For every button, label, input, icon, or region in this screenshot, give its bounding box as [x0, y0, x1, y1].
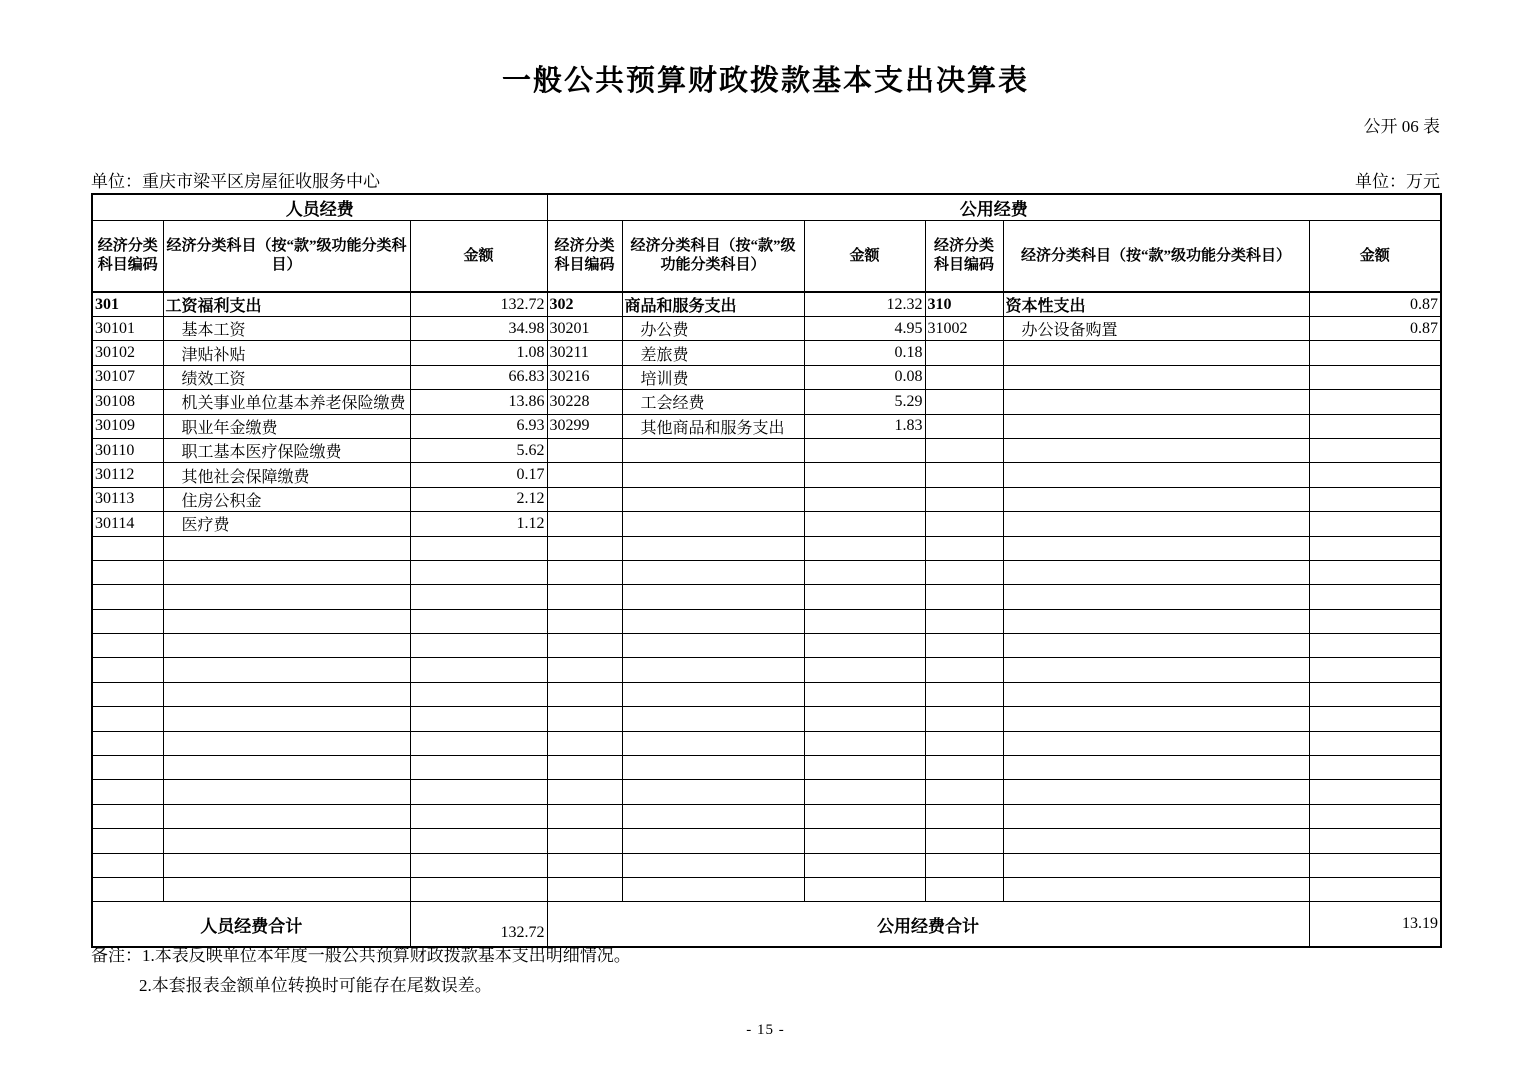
cell-code — [925, 707, 1003, 731]
cell-subject — [622, 512, 804, 536]
col-header-subject-3: 经济分类科目（按“款”级功能分类科目） — [1003, 221, 1309, 293]
cell-subject — [163, 780, 410, 804]
table-row — [92, 414, 1441, 438]
cell-code — [925, 658, 1003, 682]
cell-code — [925, 463, 1003, 487]
cell-amount — [1309, 341, 1441, 365]
personnel-total-value: 132.72 — [410, 902, 547, 948]
cell-code — [547, 609, 622, 633]
table-row — [92, 829, 1441, 853]
cell-amount: 1.12 — [410, 512, 547, 536]
group-header-row — [92, 194, 1441, 221]
cell-amount — [410, 804, 547, 828]
public-total-value: 13.19 — [1309, 902, 1441, 948]
cell-amount — [410, 877, 547, 901]
cell-amount — [804, 585, 925, 609]
cell-subject — [163, 756, 410, 780]
cell-subject — [163, 804, 410, 828]
cell-subject: 住房公积金 — [163, 487, 410, 511]
cell-code — [925, 341, 1003, 365]
cell-subject — [1003, 365, 1309, 389]
cell-amount — [410, 780, 547, 804]
cell-amount: 0.87 — [1309, 292, 1441, 317]
cell-code — [925, 682, 1003, 706]
cell-subject — [1003, 634, 1309, 658]
table-row — [92, 756, 1441, 780]
table-row — [92, 560, 1441, 584]
note-line-1: 备注：1.本表反映单位本年度一般公共预算财政拨款基本支出明细情况。 — [91, 946, 631, 965]
cell-code: 30112 — [92, 463, 163, 487]
cell-subject — [1003, 585, 1309, 609]
cell-subject — [163, 560, 410, 584]
cell-code — [92, 829, 163, 853]
table-row — [92, 609, 1441, 633]
cell-code — [92, 585, 163, 609]
cell-subject — [622, 780, 804, 804]
unit-name-label: 单位：重庆市梁平区房屋征收服务中心 — [91, 172, 380, 191]
cell-amount — [804, 536, 925, 560]
page-title: 一般公共预算财政拨款基本支出决算表 — [501, 65, 1029, 97]
cell-subject — [1003, 414, 1309, 438]
cell-subject: 绩效工资 — [163, 365, 410, 389]
cell-amount — [1309, 609, 1441, 633]
cell-subject — [163, 707, 410, 731]
cell-code: 310 — [925, 292, 1003, 317]
cell-subject — [1003, 829, 1309, 853]
table-row — [92, 658, 1441, 682]
cell-subject — [622, 853, 804, 877]
cell-subject — [163, 731, 410, 755]
cell-amount — [1309, 560, 1441, 584]
cell-subject — [622, 536, 804, 560]
cell-subject: 培训费 — [622, 365, 804, 389]
cell-code — [547, 560, 622, 584]
unit-info-row — [91, 167, 1440, 192]
cell-subject: 办公费 — [622, 317, 804, 341]
cell-subject — [1003, 560, 1309, 584]
cell-amount — [410, 536, 547, 560]
cell-subject: 办公设备购置 — [1003, 317, 1309, 341]
cell-code — [547, 682, 622, 706]
cell-subject: 其他商品和服务支出 — [622, 414, 804, 438]
table-row — [92, 341, 1441, 365]
cell-subject — [622, 877, 804, 901]
cell-code — [547, 731, 622, 755]
cell-subject — [1003, 877, 1309, 901]
cell-amount — [804, 658, 925, 682]
cell-code — [92, 780, 163, 804]
cell-code — [925, 390, 1003, 414]
cell-code — [92, 877, 163, 901]
cell-code — [925, 877, 1003, 901]
cell-code: 30211 — [547, 341, 622, 365]
cell-subject — [622, 707, 804, 731]
table-row — [92, 292, 1441, 317]
cell-amount — [804, 707, 925, 731]
cell-amount: 34.98 — [410, 317, 547, 341]
page-number: - 15 - — [746, 1022, 785, 1038]
cell-code: 30113 — [92, 487, 163, 511]
table-row — [92, 365, 1441, 389]
cell-amount: 1.83 — [804, 414, 925, 438]
cell-amount — [804, 438, 925, 462]
table-row — [92, 317, 1441, 341]
cell-amount: 0.08 — [804, 365, 925, 389]
cell-subject — [622, 585, 804, 609]
cell-amount — [804, 560, 925, 584]
cell-subject: 工会经费 — [622, 390, 804, 414]
cell-amount — [410, 829, 547, 853]
cell-code — [547, 487, 622, 511]
cell-code — [925, 780, 1003, 804]
cell-subject — [163, 585, 410, 609]
cell-code — [92, 731, 163, 755]
cell-subject — [1003, 780, 1309, 804]
cell-code: 30110 — [92, 438, 163, 462]
col-header-code-1: 经济分类科目编码 — [92, 221, 163, 293]
cell-subject — [622, 829, 804, 853]
cell-code — [547, 707, 622, 731]
cell-amount — [410, 853, 547, 877]
col-header-subject-1: 经济分类科目（按“款”级功能分类科目） — [163, 221, 410, 293]
cell-amount — [410, 609, 547, 633]
cell-amount — [804, 463, 925, 487]
cell-amount: 66.83 — [410, 365, 547, 389]
cell-amount: 2.12 — [410, 487, 547, 511]
cell-code — [547, 585, 622, 609]
cell-code — [547, 877, 622, 901]
cell-code — [92, 609, 163, 633]
table-row — [92, 463, 1441, 487]
cell-amount — [804, 877, 925, 901]
cell-amount — [1309, 365, 1441, 389]
cell-subject — [1003, 512, 1309, 536]
cell-amount: 132.72 — [410, 292, 547, 317]
cell-amount — [1309, 780, 1441, 804]
cell-subject — [1003, 487, 1309, 511]
cell-amount — [1309, 634, 1441, 658]
cell-amount — [1309, 853, 1441, 877]
cell-code — [925, 560, 1003, 584]
cell-code — [925, 536, 1003, 560]
cell-code — [925, 634, 1003, 658]
table-row — [92, 487, 1441, 511]
cell-amount — [1309, 707, 1441, 731]
cell-subject — [622, 731, 804, 755]
cell-subject — [1003, 658, 1309, 682]
cell-amount: 4.95 — [804, 317, 925, 341]
form-number-label: 公开 06 表 — [1363, 117, 1440, 136]
cell-code — [925, 512, 1003, 536]
cell-code — [92, 658, 163, 682]
cell-amount — [410, 682, 547, 706]
cell-subject — [622, 658, 804, 682]
group-header-personnel: 人员经费 — [92, 194, 547, 221]
cell-code: 30114 — [92, 512, 163, 536]
cell-code: 30101 — [92, 317, 163, 341]
cell-amount — [1309, 438, 1441, 462]
cell-code — [925, 804, 1003, 828]
cell-code — [925, 414, 1003, 438]
cell-subject — [622, 682, 804, 706]
cell-subject — [163, 853, 410, 877]
cell-subject — [1003, 707, 1309, 731]
cell-code: 30228 — [547, 390, 622, 414]
table-row — [92, 438, 1441, 462]
column-header-row — [92, 221, 1441, 293]
cell-subject — [622, 438, 804, 462]
cell-code: 30102 — [92, 341, 163, 365]
cell-amount — [410, 756, 547, 780]
cell-amount — [1309, 390, 1441, 414]
public-total-label: 公用经费合计 — [547, 902, 1309, 948]
col-header-code-3: 经济分类科目编码 — [925, 221, 1003, 293]
cell-subject — [1003, 853, 1309, 877]
cell-code — [925, 585, 1003, 609]
cell-subject — [1003, 731, 1309, 755]
cell-amount — [1309, 487, 1441, 511]
cell-amount: 6.93 — [410, 414, 547, 438]
expenditure-table — [91, 193, 1442, 948]
cell-amount — [804, 731, 925, 755]
cell-code — [547, 536, 622, 560]
cell-subject: 资本性支出 — [1003, 292, 1309, 317]
cell-code: 30201 — [547, 317, 622, 341]
cell-amount — [1309, 756, 1441, 780]
cell-amount — [1309, 804, 1441, 828]
cell-amount — [410, 731, 547, 755]
cell-subject — [1003, 438, 1309, 462]
cell-code — [925, 731, 1003, 755]
table-row — [92, 780, 1441, 804]
cell-subject: 机关事业单位基本养老保险缴费 — [163, 390, 410, 414]
cell-amount — [410, 634, 547, 658]
cell-amount — [804, 487, 925, 511]
table-row — [92, 877, 1441, 901]
cell-subject — [163, 682, 410, 706]
cell-subject — [1003, 609, 1309, 633]
cell-amount — [1309, 585, 1441, 609]
cell-amount — [1309, 658, 1441, 682]
personnel-total-label: 人员经费合计 — [92, 902, 410, 948]
cell-subject: 津贴补贴 — [163, 341, 410, 365]
cell-amount: 0.18 — [804, 341, 925, 365]
cell-amount: 1.08 — [410, 341, 547, 365]
cell-code — [547, 829, 622, 853]
cell-code: 30107 — [92, 365, 163, 389]
cell-subject — [1003, 341, 1309, 365]
cell-amount — [1309, 682, 1441, 706]
cell-amount — [410, 585, 547, 609]
cell-code — [92, 634, 163, 658]
cell-subject — [163, 829, 410, 853]
cell-subject: 职工基本医疗保险缴费 — [163, 438, 410, 462]
cell-code — [925, 487, 1003, 511]
cell-subject — [1003, 463, 1309, 487]
cell-code — [92, 853, 163, 877]
cell-code — [92, 682, 163, 706]
cell-code: 30109 — [92, 414, 163, 438]
cell-code — [92, 707, 163, 731]
cell-subject: 其他社会保障缴费 — [163, 463, 410, 487]
cell-amount: 12.32 — [804, 292, 925, 317]
cell-subject — [163, 877, 410, 901]
cell-amount — [410, 707, 547, 731]
cell-amount — [410, 658, 547, 682]
cell-code — [547, 780, 622, 804]
cell-subject — [1003, 390, 1309, 414]
cell-code — [92, 804, 163, 828]
cell-subject: 工资福利支出 — [163, 292, 410, 317]
cell-subject — [622, 609, 804, 633]
cell-subject — [622, 634, 804, 658]
cell-subject — [163, 658, 410, 682]
table-row — [92, 512, 1441, 536]
col-header-subject-2: 经济分类科目（按“款”级功能分类科目） — [622, 221, 804, 293]
cell-amount — [804, 829, 925, 853]
cell-code — [547, 438, 622, 462]
cell-amount: 0.87 — [1309, 317, 1441, 341]
cell-subject: 医疗费 — [163, 512, 410, 536]
cell-subject — [1003, 682, 1309, 706]
cell-amount: 0.17 — [410, 463, 547, 487]
note-line-2: 2.本套报表金额单位转换时可能存在尾数误差。 — [139, 975, 492, 995]
cell-subject: 职业年金缴费 — [163, 414, 410, 438]
cell-code — [925, 438, 1003, 462]
table-row — [92, 707, 1441, 731]
cell-subject — [1003, 536, 1309, 560]
footer-notes — [91, 941, 1440, 1001]
cell-amount — [1309, 536, 1441, 560]
cell-amount — [410, 560, 547, 584]
cell-amount — [804, 682, 925, 706]
cell-subject — [622, 463, 804, 487]
table-row — [92, 634, 1441, 658]
cell-amount — [1309, 512, 1441, 536]
table-row — [92, 853, 1441, 877]
group-header-public: 公用经费 — [547, 194, 1441, 221]
col-header-code-2: 经济分类科目编码 — [547, 221, 622, 293]
cell-code — [547, 658, 622, 682]
cell-amount — [804, 804, 925, 828]
cell-subject: 差旅费 — [622, 341, 804, 365]
cell-code — [925, 756, 1003, 780]
cell-code: 301 — [92, 292, 163, 317]
cell-amount — [804, 634, 925, 658]
cell-amount — [1309, 731, 1441, 755]
cell-code — [547, 463, 622, 487]
cell-code — [92, 756, 163, 780]
cell-code — [92, 536, 163, 560]
cell-subject — [622, 560, 804, 584]
col-header-amount-2: 金额 — [804, 221, 925, 293]
cell-subject — [1003, 756, 1309, 780]
cell-code: 30216 — [547, 365, 622, 389]
col-header-amount-3: 金额 — [1309, 221, 1441, 293]
cell-subject — [622, 487, 804, 511]
cell-code — [547, 512, 622, 536]
cell-amount: 5.29 — [804, 390, 925, 414]
cell-amount — [804, 853, 925, 877]
cell-code: 302 — [547, 292, 622, 317]
cell-subject — [622, 756, 804, 780]
table-row — [92, 585, 1441, 609]
cell-subject: 商品和服务支出 — [622, 292, 804, 317]
cell-code: 31002 — [925, 317, 1003, 341]
cell-code — [925, 609, 1003, 633]
cell-subject — [622, 804, 804, 828]
cell-amount — [1309, 829, 1441, 853]
cell-code — [547, 634, 622, 658]
cell-amount — [804, 512, 925, 536]
cell-amount — [804, 756, 925, 780]
cell-subject — [163, 609, 410, 633]
cell-subject — [163, 536, 410, 560]
cell-code — [547, 756, 622, 780]
cell-code — [547, 853, 622, 877]
cell-code — [925, 365, 1003, 389]
cell-code — [925, 853, 1003, 877]
cell-subject — [1003, 804, 1309, 828]
cell-subject: 基本工资 — [163, 317, 410, 341]
unit-currency-label: 单位：万元 — [1355, 172, 1440, 191]
cell-amount — [804, 780, 925, 804]
cell-subject — [163, 634, 410, 658]
table-row — [92, 804, 1441, 828]
cell-amount — [1309, 463, 1441, 487]
table-row — [92, 682, 1441, 706]
cell-code — [547, 804, 622, 828]
cell-amount: 5.62 — [410, 438, 547, 462]
col-header-amount-1: 金额 — [410, 221, 547, 293]
table-row — [92, 536, 1441, 560]
cell-code — [92, 560, 163, 584]
cell-amount — [1309, 877, 1441, 901]
cell-code: 30299 — [547, 414, 622, 438]
cell-code: 30108 — [92, 390, 163, 414]
cell-code — [925, 829, 1003, 853]
table-row — [92, 731, 1441, 755]
table-row — [92, 390, 1441, 414]
cell-amount — [1309, 414, 1441, 438]
cell-amount — [804, 609, 925, 633]
cell-amount: 13.86 — [410, 390, 547, 414]
table-body — [92, 292, 1441, 902]
